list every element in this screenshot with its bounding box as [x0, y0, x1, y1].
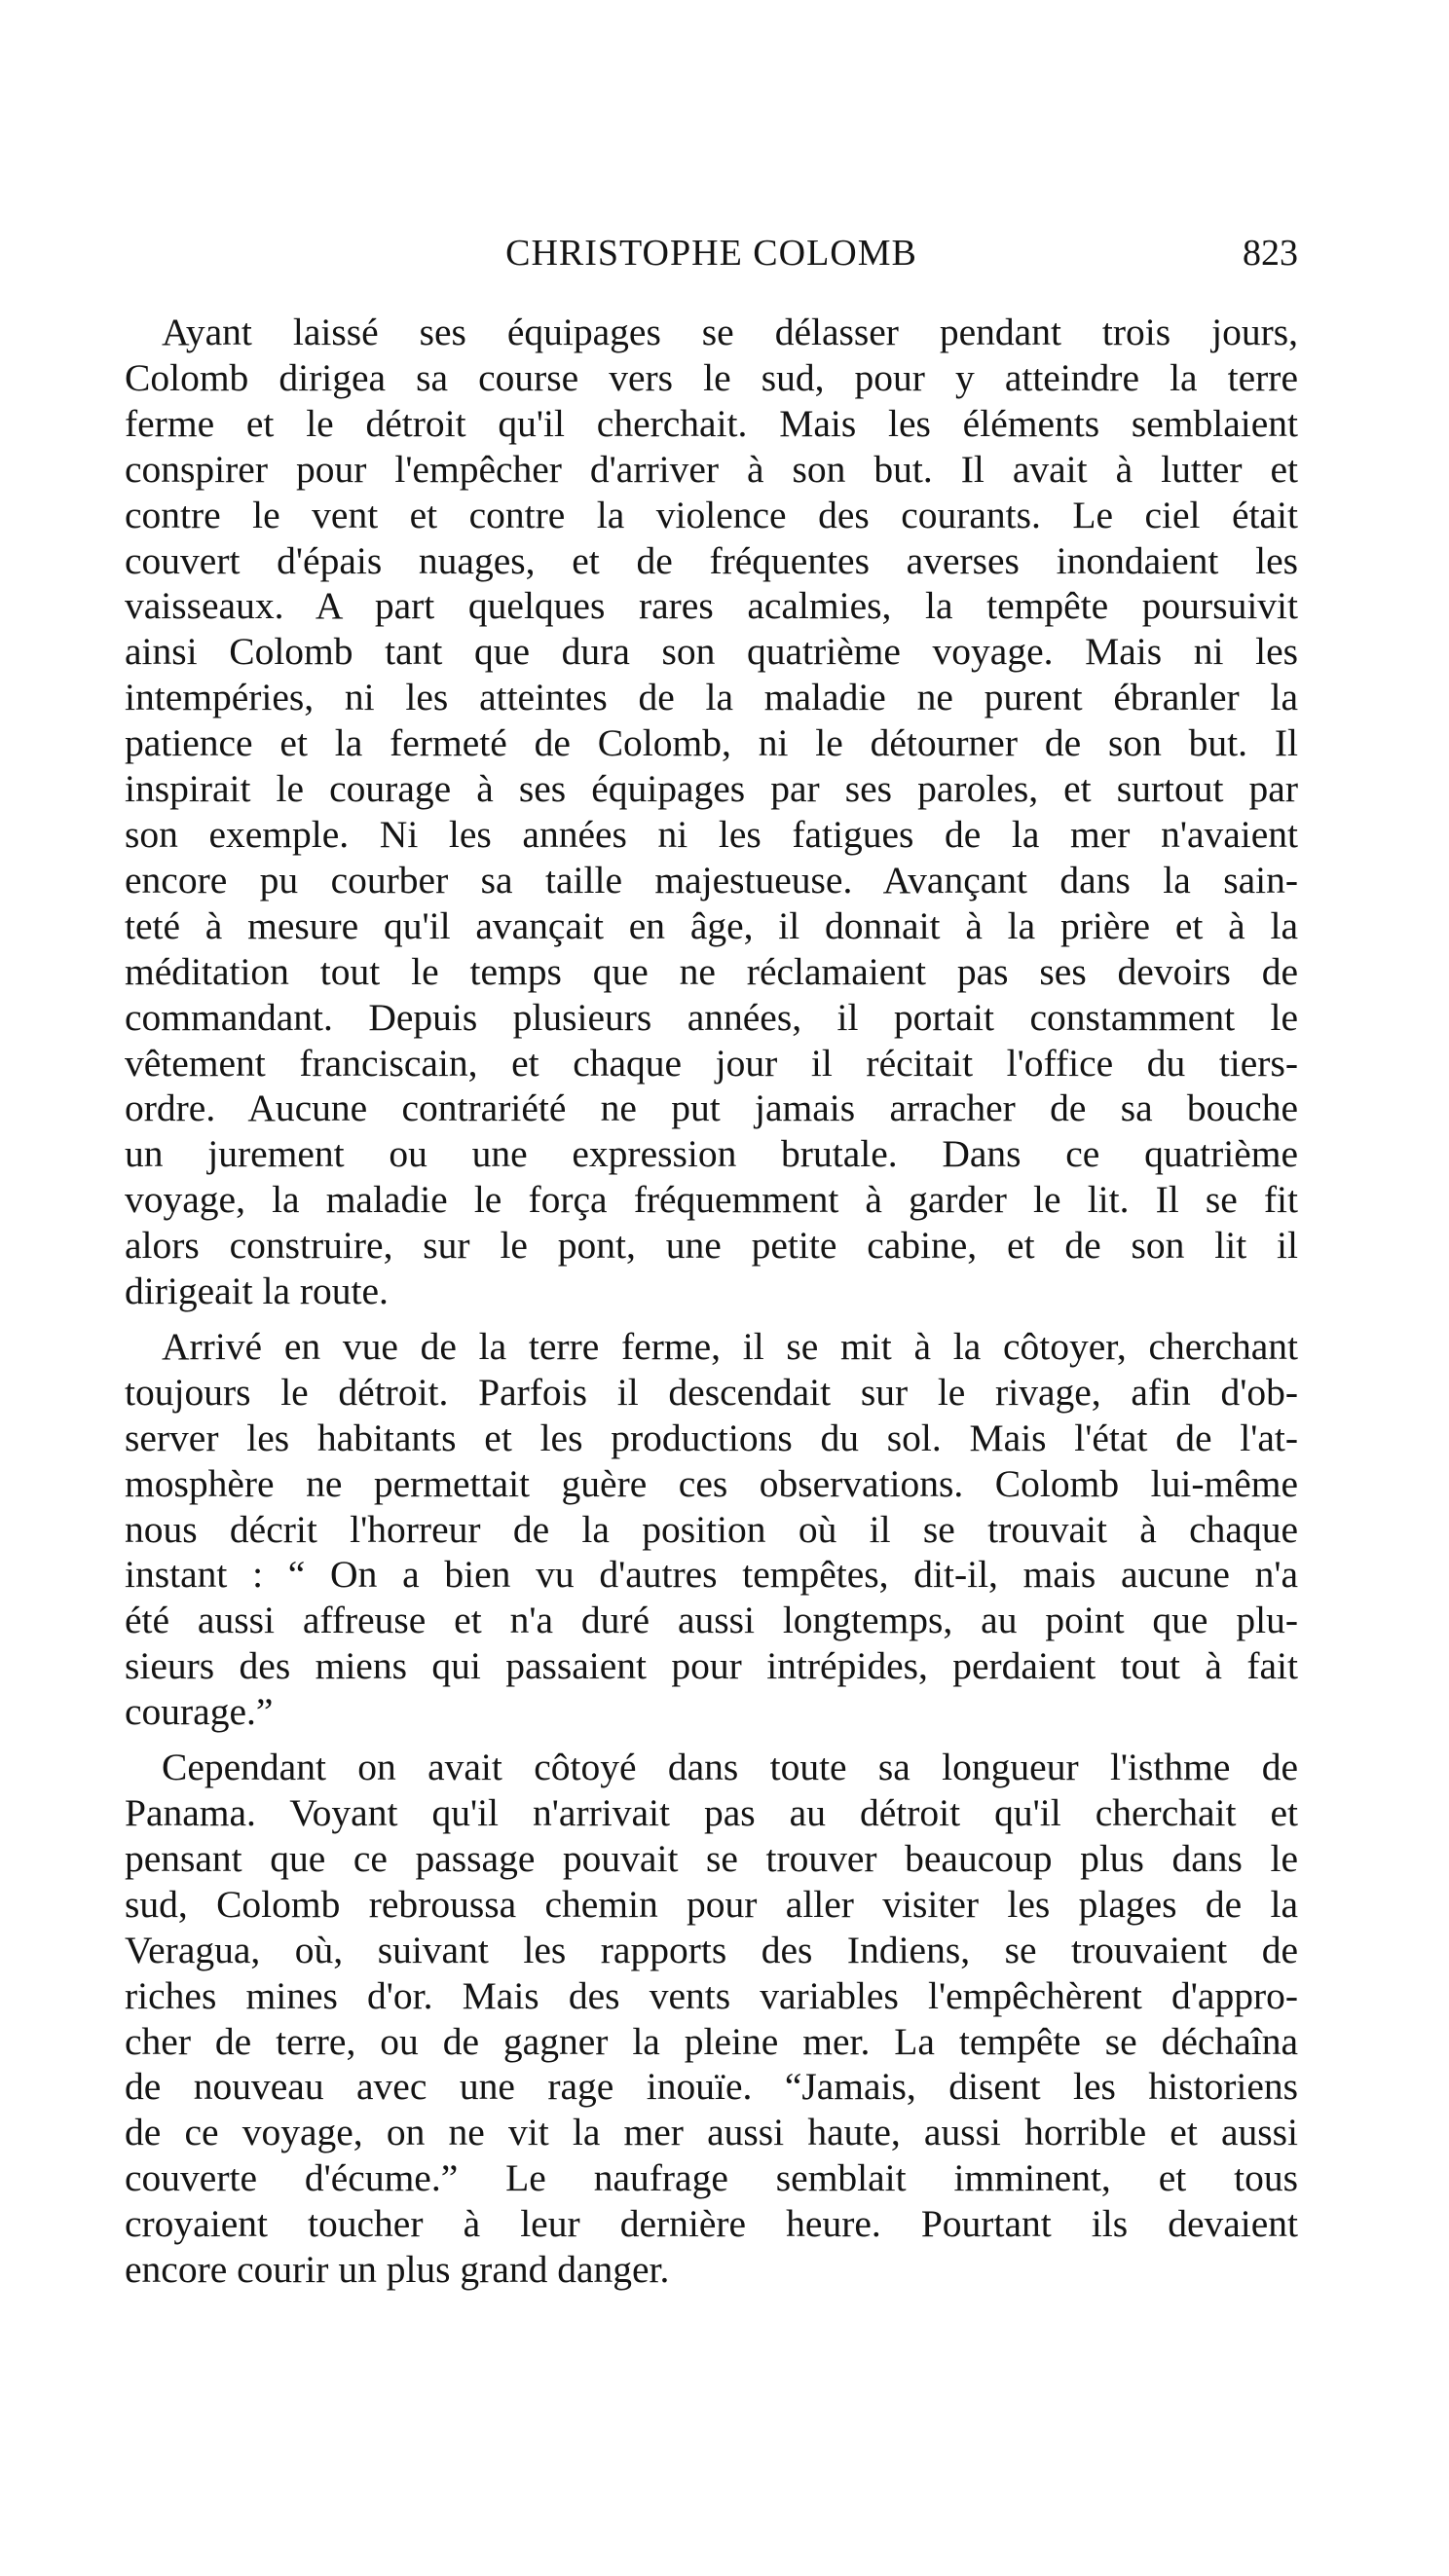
text-line: sud, Colomb rebroussa chemin pour aller visiter les plages de la — [125, 1882, 1298, 1926]
text-line: Panama. Voyant qu'il n'arrivait pas au détroit qu'il cherchait et — [125, 1791, 1298, 1834]
text-line: courage.” — [125, 1690, 274, 1734]
text-line: Veragua, où, suivant les rapports des Indiens, se trouvaient de — [125, 1928, 1298, 1971]
text-line: Colomb dirigea sa course vers le sud, pour y atteindre la terre — [125, 355, 1298, 399]
text-line: instant : “ On a bien vu d'autres tempêtes, dit-il, mais aucune n'a — [125, 1553, 1298, 1597]
text-line: vaisseaux. A part quelques rares acalmies, la tempête poursuivit — [125, 584, 1298, 628]
text-line: mosphère ne permettait guère ces observations. Colomb lui-même — [125, 1461, 1298, 1505]
text-line: voyage, la maladie le força fréquemment à garder le lit. Il se fit — [125, 1178, 1298, 1222]
text-line: croyaient toucher à leur dernière heure. Pourtant ils devaient — [125, 2202, 1298, 2246]
paragraph — [125, 310, 1298, 1314]
text-line: ferme et le détroit qu'il cherchait. Mais les éléments semblaient — [125, 401, 1298, 445]
page-number: 823 — [1243, 233, 1298, 274]
text-line: Cependant on avait côtoyé dans toute sa longueur l'isthme de — [162, 1746, 1298, 1789]
text-line: encore courir un plus grand danger. — [125, 2248, 670, 2292]
text-line: intempéries, ni les atteintes de la maladie ne purent ébranler la — [125, 676, 1298, 719]
text-line: couvert d'épais nuages, et de fréquentes averses inondaient les — [125, 538, 1298, 582]
text-line: couverte d'écume.” Le naufrage semblait imminent, et tous — [125, 2156, 1298, 2200]
running-head — [125, 232, 1298, 280]
paragraph — [125, 1324, 1298, 1735]
text-line: méditation tout le temps que ne réclamaient pas ses devoirs de — [125, 949, 1298, 993]
text-line: de ce voyage, on ne vit la mer aussi haute, aussi horrible et aussi — [125, 2111, 1298, 2154]
text-line: server les habitants et les productions du sol. Mais l'état de l'at- — [125, 1416, 1298, 1459]
text-line: pensant que ce passage pouvait se trouver beaucoup plus dans le — [125, 1836, 1298, 1880]
body-text — [125, 310, 1298, 2293]
text-line: vêtement franciscain, et chaque jour il récitait l'office du tiers- — [125, 1041, 1298, 1085]
text-line: commandant. Depuis plusieurs années, il portait constamment le — [125, 995, 1298, 1039]
text-line: dirigeait la route. — [125, 1270, 389, 1313]
text-line: encore pu courber sa taille majestueuse. Avançant dans la sain- — [125, 858, 1298, 902]
text-line: nous décrit l'horreur de la position où il se trouvait à chaque — [125, 1507, 1298, 1551]
text-line: contre le vent et contre la violence des courants. Le ciel était — [125, 493, 1298, 536]
text-line: son exemple. Ni les années ni les fatigues de la mer n'avaient — [125, 812, 1298, 856]
text-line: un jurement ou une expression brutale. Dans ce quatrième — [125, 1132, 1298, 1176]
text-line: patience et la fermeté de Colomb, ni le détourner de son but. Il — [125, 721, 1298, 765]
text-line: toujours le détroit. Parfois il descendait sur le rivage, afin d'ob- — [125, 1370, 1298, 1414]
text-line: inspirait le courage à ses équipages par ses paroles, et surtout par — [125, 767, 1298, 811]
text-line: conspirer pour l'empêcher d'arriver à son but. Il avait à lutter et — [125, 447, 1298, 491]
text-line: cher de terre, ou de gagner la pleine mer. La tempête se déchaîna — [125, 2019, 1298, 2063]
running-title: CHRISTOPHE COLOMB — [505, 233, 917, 274]
text-line: alors construire, sur le pont, une petite cabine, et de son lit il — [125, 1224, 1298, 1268]
paragraph — [125, 1745, 1298, 2293]
text-line: ainsi Colomb tant que dura son quatrième voyage. Mais ni les — [125, 630, 1298, 674]
text-line: Ayant laissé ses équipages se délasser pendant trois jours, — [162, 311, 1298, 353]
text-line: sieurs des miens qui passaient pour intrépides, perdaient tout à fait — [125, 1644, 1298, 1688]
text-line: ordre. Aucune contrariété ne put jamais arracher de sa bouche — [125, 1086, 1298, 1130]
text-line: riches mines d'or. Mais des vents variables l'empêchèrent d'appro- — [125, 1973, 1298, 2017]
text-line: été aussi affreuse et n'a duré aussi longtemps, au point que plu- — [125, 1599, 1298, 1642]
text-line: teté à mesure qu'il avançait en âge, il donnait à la prière et à la — [125, 903, 1298, 947]
text-line: de nouveau avec une rage inouïe. “Jamais, disent les historiens — [125, 2065, 1298, 2109]
text-line: Arrivé en vue de la terre ferme, il se mit à la côtoyer, cherchant — [162, 1324, 1298, 1368]
